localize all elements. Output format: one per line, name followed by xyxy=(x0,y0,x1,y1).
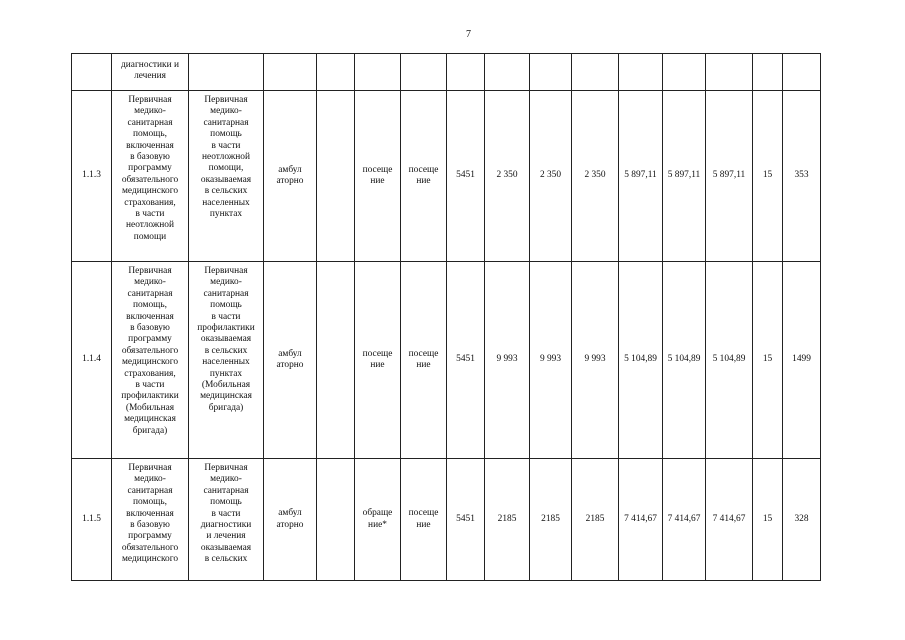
care-condition-line: амбул xyxy=(278,164,302,175)
cost-1 xyxy=(619,54,663,91)
care-type-line: включенная xyxy=(126,140,174,151)
care-type-line: медицинского xyxy=(121,186,179,197)
percent-cell: 15 xyxy=(753,91,783,262)
care-condition xyxy=(264,262,317,459)
care-description-line: медико- xyxy=(210,277,242,288)
volume-1: 9 993 xyxy=(485,262,530,459)
cost-2: 7 414,67 xyxy=(663,459,706,581)
care-type xyxy=(112,459,189,581)
unit-of-measure xyxy=(355,459,401,581)
care-description-line: санитарная xyxy=(203,485,249,496)
percent-cell xyxy=(753,54,783,91)
care-type-line: Первичная xyxy=(128,95,172,105)
care-description-line: бригада) xyxy=(208,402,244,413)
cost-2: 5 897,11 xyxy=(663,91,706,262)
unit-of-measure-2-line: посеще xyxy=(408,348,439,359)
care-type-line: медицинская xyxy=(124,414,176,425)
care-type-line: медицинского xyxy=(121,554,179,565)
care-description-line: в сельских xyxy=(204,186,248,197)
care-type-line: помощь, xyxy=(133,497,167,508)
cost-2: 5 104,89 xyxy=(663,262,706,459)
table-row xyxy=(72,54,821,91)
care-description-line: помощь xyxy=(210,129,242,140)
care-description-line: медико- xyxy=(210,474,242,485)
care-description-line: профилактики xyxy=(197,323,255,334)
care-type-line: страхования, xyxy=(124,197,176,208)
row-code: 1.1.4 xyxy=(72,262,112,459)
care-type-line: медико- xyxy=(134,277,166,288)
care-type-line: в базовую xyxy=(130,152,170,163)
volume-2: 2185 xyxy=(530,459,572,581)
care-type-line: обязательного xyxy=(121,345,179,356)
unit-of-measure-2 xyxy=(401,262,447,459)
care-type-line: программу xyxy=(128,163,172,174)
care-type xyxy=(112,54,189,91)
care-description-line: в сельских xyxy=(204,345,248,356)
cost-1: 7 414,67 xyxy=(619,459,663,581)
care-condition xyxy=(264,91,317,262)
care-description xyxy=(189,459,264,581)
care-description-line: оказываемая xyxy=(200,174,252,185)
cost-3: 5 104,89 xyxy=(706,262,753,459)
care-description-line: пунктах xyxy=(209,368,243,379)
care-description-line: медицинская xyxy=(200,391,252,402)
care-type-line: в базовую xyxy=(130,520,170,531)
unit-of-measure xyxy=(355,54,401,91)
cost-3: 5 897,11 xyxy=(706,91,753,262)
care-type-line: санитарная xyxy=(127,288,173,299)
volume-3: 9 993 xyxy=(572,262,619,459)
care-description-line: в части xyxy=(211,140,241,151)
care-type-line: бригада) xyxy=(132,425,168,436)
code-cell: 5451 xyxy=(447,262,485,459)
care-type xyxy=(112,262,189,459)
unit-of-measure-2 xyxy=(401,54,447,91)
unit-of-measure-line: ние* xyxy=(368,519,387,530)
empty-cell xyxy=(317,459,355,581)
cost-1: 5 897,11 xyxy=(619,91,663,262)
care-description xyxy=(189,262,264,459)
care-description xyxy=(189,54,264,91)
care-description-line: пунктах xyxy=(209,209,243,220)
row-code xyxy=(72,54,112,91)
care-description-line: Первичная xyxy=(204,463,248,473)
care-type-line: программу xyxy=(128,334,172,345)
unit-of-measure-2-line: ние xyxy=(416,360,431,370)
care-condition-line: аторно xyxy=(276,360,304,370)
care-type-line: Первичная xyxy=(128,463,172,473)
care-description-line: населенных xyxy=(202,197,250,208)
care-type-line: медицинского xyxy=(121,357,179,368)
care-type-line: помощь, xyxy=(133,300,167,311)
care-description-line: помощь xyxy=(210,300,242,311)
care-type-line: помощь, xyxy=(133,129,167,140)
care-description-line: оказываемая xyxy=(200,334,252,345)
care-description-line: медико- xyxy=(210,106,242,117)
unit-of-measure-2 xyxy=(401,91,447,262)
unit-of-measure xyxy=(355,262,401,459)
table-row xyxy=(72,91,821,262)
last-value: 353 xyxy=(783,91,821,262)
care-type-line: включенная xyxy=(126,311,174,322)
care-type-line: (Мобильная xyxy=(125,402,175,413)
care-type-line: включенная xyxy=(126,508,174,519)
care-description-line: санитарная xyxy=(203,117,249,128)
table-row xyxy=(72,459,821,581)
care-condition xyxy=(264,54,317,91)
code-cell xyxy=(447,54,485,91)
care-type-line: лечения xyxy=(134,71,166,82)
care-description-line: в сельских xyxy=(204,554,248,565)
percent-cell: 15 xyxy=(753,459,783,581)
care-condition xyxy=(264,459,317,581)
care-description-line: неотложной xyxy=(202,152,250,163)
care-condition-line: амбул xyxy=(278,508,302,519)
unit-of-measure-line: обраще xyxy=(362,508,393,519)
care-type-line: Первичная xyxy=(128,266,172,276)
care-description-line: населенных xyxy=(202,357,250,368)
volume-1: 2185 xyxy=(485,459,530,581)
care-type-line: в базовую xyxy=(130,323,170,334)
care-type-line: неотложной xyxy=(126,220,174,231)
empty-cell xyxy=(317,54,355,91)
unit-of-measure-line: посеще xyxy=(362,348,393,359)
unit-of-measure-2-line: посеще xyxy=(408,508,439,519)
volume-2: 9 993 xyxy=(530,262,572,459)
care-description-line: Первичная xyxy=(204,95,248,105)
care-type-line: в части xyxy=(135,209,165,220)
row-code: 1.1.3 xyxy=(72,91,112,262)
unit-of-measure-line: ние xyxy=(370,176,385,186)
volume-3: 2 350 xyxy=(572,91,619,262)
unit-of-measure-2-line: посеще xyxy=(408,164,439,175)
last-value: 1499 xyxy=(783,262,821,459)
care-type-line: обязательного xyxy=(121,174,179,185)
table-row xyxy=(72,262,821,459)
cost-3: 7 414,67 xyxy=(706,459,753,581)
care-description-line: оказываемая xyxy=(200,542,252,553)
care-description-line: помощи, xyxy=(208,163,244,174)
care-description-line: Первичная xyxy=(204,266,248,276)
care-type-line: помощи xyxy=(133,231,167,242)
row-code: 1.1.5 xyxy=(72,459,112,581)
volume-3 xyxy=(572,54,619,91)
care-type-line: программу xyxy=(128,531,172,542)
care-description-line: в части xyxy=(211,508,241,519)
last-value xyxy=(783,54,821,91)
volume-2 xyxy=(530,54,572,91)
care-type-line: санитарная xyxy=(127,117,173,128)
empty-cell xyxy=(317,91,355,262)
care-type-line: обязательного xyxy=(121,542,179,553)
care-description-line: и лечения xyxy=(206,531,246,542)
care-description-line: санитарная xyxy=(203,288,249,299)
volume-3: 2185 xyxy=(572,459,619,581)
data-table xyxy=(71,53,821,581)
unit-of-measure-2-line: ние xyxy=(416,519,431,530)
care-description-line: (Мобильная xyxy=(201,380,251,391)
care-condition-line: аторно xyxy=(276,176,304,186)
cost-3 xyxy=(706,54,753,91)
care-description-line: диагностики xyxy=(200,520,252,531)
unit-of-measure-2-line: ние xyxy=(416,176,431,186)
care-type-line: в части xyxy=(135,380,165,391)
care-type-line: санитарная xyxy=(127,485,173,496)
empty-cell xyxy=(317,262,355,459)
cost-1: 5 104,89 xyxy=(619,262,663,459)
care-condition-line: амбул xyxy=(278,348,302,359)
last-value: 328 xyxy=(783,459,821,581)
volume-2: 2 350 xyxy=(530,91,572,262)
unit-of-measure-line: ние xyxy=(370,360,385,370)
care-type xyxy=(112,91,189,262)
volume-1 xyxy=(485,54,530,91)
care-condition-line: аторно xyxy=(276,519,304,530)
unit-of-measure-2 xyxy=(401,459,447,581)
care-type-line: страхования, xyxy=(124,368,176,379)
unit-of-measure xyxy=(355,91,401,262)
volume-1: 2 350 xyxy=(485,91,530,262)
code-cell: 5451 xyxy=(447,459,485,581)
care-description-line: в части xyxy=(211,311,241,322)
code-cell: 5451 xyxy=(447,91,485,262)
cost-2 xyxy=(663,54,706,91)
care-type-line: профилактики xyxy=(121,391,179,402)
care-description-line: помощь xyxy=(210,497,242,508)
percent-cell: 15 xyxy=(753,262,783,459)
care-description xyxy=(189,91,264,262)
care-type-line: медико- xyxy=(134,474,166,485)
page-number: 7 xyxy=(466,29,471,40)
care-type-line: медико- xyxy=(134,106,166,117)
unit-of-measure-line: посеще xyxy=(362,164,393,175)
care-type-line: диагностики и xyxy=(121,60,179,70)
